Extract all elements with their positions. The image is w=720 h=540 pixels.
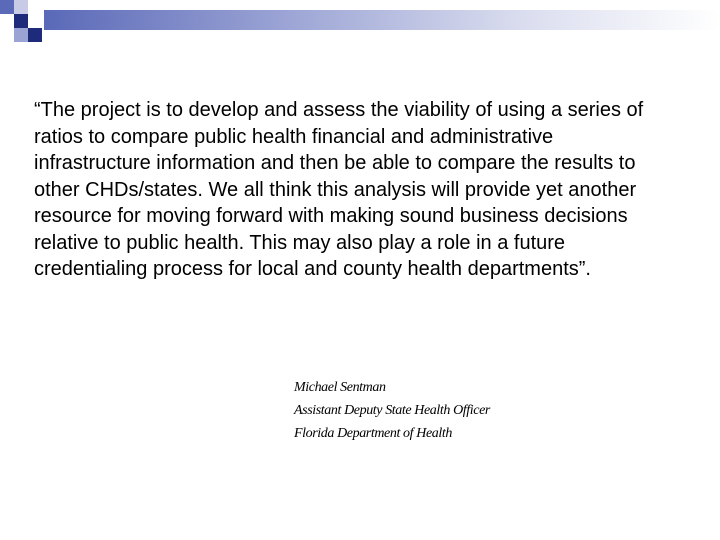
decor-square (28, 0, 42, 14)
header-gradient-bar (44, 10, 720, 30)
decor-square (0, 14, 14, 28)
decor-square (14, 14, 28, 28)
signature-title: Assistant Deputy State Health Officer (294, 403, 490, 418)
decor-square (14, 28, 28, 42)
decor-square (28, 28, 42, 42)
decor-square (14, 0, 28, 14)
signature-name: Michael Sentman (294, 380, 386, 395)
decor-square (28, 14, 42, 28)
quote-text: “The project is to develop and assess the viability of using a series of ratios to compare public health financial and administrative infrastructure information and then be able to compare the results to other CHDs/states. We all think this analysis will provide yet another resource for moving forward with making sound business decisions relative to public health. This may also play a role in a future credentialing process for local and county health departments”. (34, 99, 644, 280)
signature-organization: Florida Department of Health (294, 426, 452, 441)
header-decoration (0, 0, 720, 40)
signature-block (294, 376, 490, 445)
decor-square (0, 0, 14, 14)
